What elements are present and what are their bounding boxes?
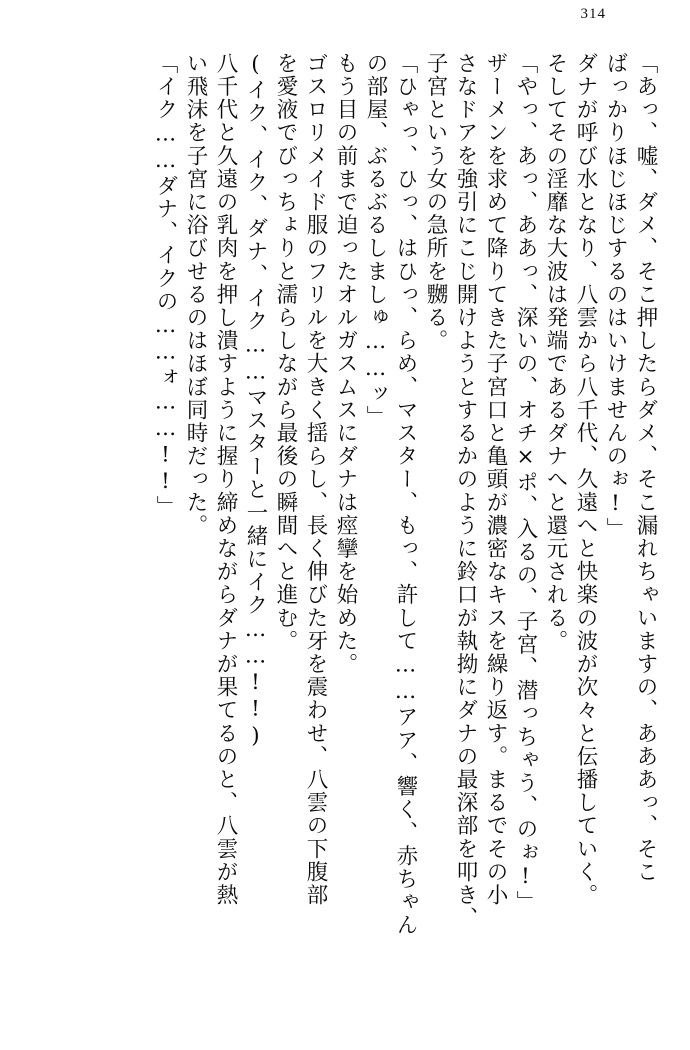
text-line: 八千代と久遠の乳肉を押し潰すように握り締めながらダナが果てるのと、八雲が熱 xyxy=(213,52,238,907)
page-number: 314 xyxy=(580,6,606,22)
vertical-text-body xyxy=(34,52,656,1012)
text-line: 「あっ、嘘、ダメ、そこ押したらダメ、そこ漏れちゃいますの、あああっ、そこ xyxy=(633,52,658,884)
text-line: ばっかりほじほじするのはいけませんのぉ!」 xyxy=(603,52,628,541)
text-line: もう目の前まで迫ったオルガスムスにダナは痙攣を始めた。 xyxy=(333,52,358,676)
text-line: ダナが呼び水となり、八雲から八千代、久遠へと快楽の波が次々と伝播していく。 xyxy=(573,52,598,907)
text-line: を愛液でびっちょりと濡らしながら最後の瞬間へと進む。 xyxy=(273,52,298,653)
text-line: 子宮という女の急所を嬲る。 xyxy=(423,52,448,353)
text-line: 「ひゃっ、ひっ、はひっ、らめ、マスター、もっ、許して……アア、響く、赤ちゃん xyxy=(393,52,418,937)
text-line: そしてその淫靡な大波は発端であるダナへと還元される。 xyxy=(543,52,568,653)
text-line: 「イク……ダナ、イクの……ォ……!!」 xyxy=(153,52,178,519)
text-line: さなドアを強引にこじ開けようとするかのように鈴口が執拗にダナの最深部を叩き、 xyxy=(453,52,478,930)
text-line: い飛沫を子宮に浴びせるのはほぼ同時だった。 xyxy=(183,52,208,538)
text-line: (イク、イク、ダナ、イク……マスターと一緒にイク……!!) xyxy=(243,52,268,750)
text-line: の部屋、ぶるぶるしましゅ……ッ」 xyxy=(363,52,388,429)
text-line: ザーメンを求めて降りてきた子宮口と亀頭が濃密なキスを繰り返す。まるでその小 xyxy=(483,52,508,907)
text-line: 「やっ、あっ、ああっ、深いの、オチ×ポ、入るの、子宮、潜っちゃう、のぉ!」 xyxy=(513,52,538,914)
text-line: ゴスロリメイド服のフリルを大きく揺らし、長く伸びた牙を震わせ、八雲の下腹部 xyxy=(303,52,328,907)
